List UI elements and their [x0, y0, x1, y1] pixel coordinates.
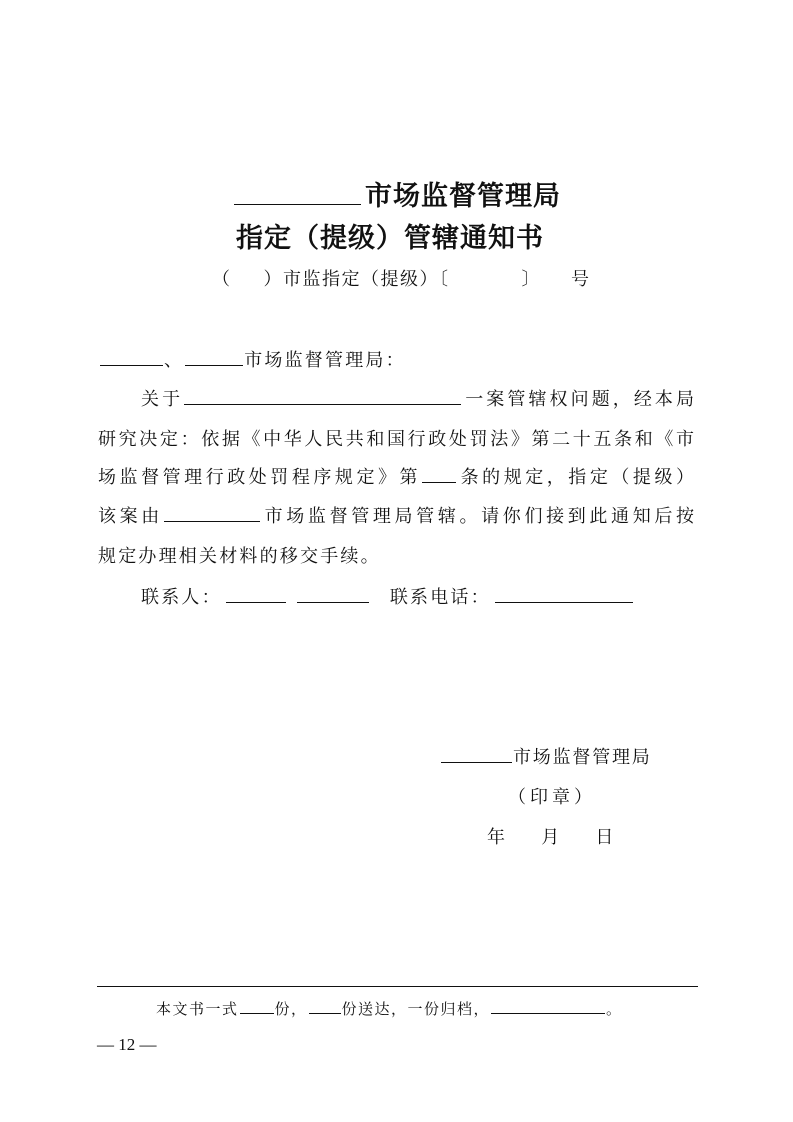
article-number-blank — [422, 464, 456, 483]
archive-blank — [491, 998, 605, 1014]
document-number: （ ）市监指定（提级）〔 〕 号 — [212, 269, 591, 290]
contact-phone-blank — [495, 584, 633, 603]
para-line-1: 关于 一案管辖权问题，经本局 — [141, 385, 694, 411]
date-line: 年 月 日 — [487, 827, 616, 848]
salutation: 、 市场监督管理局： — [99, 346, 406, 372]
signature-agency: 市场监督管理局 — [440, 743, 652, 769]
contact-person-blank-2 — [297, 584, 369, 603]
case-name-blank — [184, 386, 461, 405]
para-line-2: 研究决定：依据《中华人民共和国行政处罚法》第二十五条和《市 — [98, 429, 694, 450]
para-line-4: 该案由 市场监督管理局管辖。请你们接到此通知后按 — [98, 502, 694, 528]
page-number: — 12 — — [97, 1035, 157, 1054]
agency-title — [233, 174, 561, 213]
footer-divider — [97, 986, 698, 987]
para-line-3: 场监督管理行政处罚程序规定》第 条的规定，指定（提级） — [98, 463, 694, 489]
assigned-agency-blank — [164, 503, 260, 522]
contact-person-blank-1 — [226, 584, 286, 603]
contact-line: 联系人： 联系电话： — [141, 583, 634, 609]
signature-agency-blank — [441, 744, 512, 763]
copies-line: 本文书一式 份， 份送达，一份归档， 。 — [156, 1000, 623, 1018]
copies-served-blank — [309, 998, 341, 1014]
seal-label: （印章） — [508, 787, 596, 808]
para-line-5: 规定办理相关材料的移交手续。 — [98, 546, 381, 567]
agency-name-blank — [234, 177, 361, 205]
document-title: 指定（提级）管辖通知书 — [236, 223, 544, 254]
agency-title-suffix: 市场监督管理局 — [365, 181, 561, 212]
recipient-blank-2 — [185, 347, 243, 366]
recipient-blank-1 — [100, 347, 163, 366]
copies-total-blank — [240, 998, 274, 1014]
